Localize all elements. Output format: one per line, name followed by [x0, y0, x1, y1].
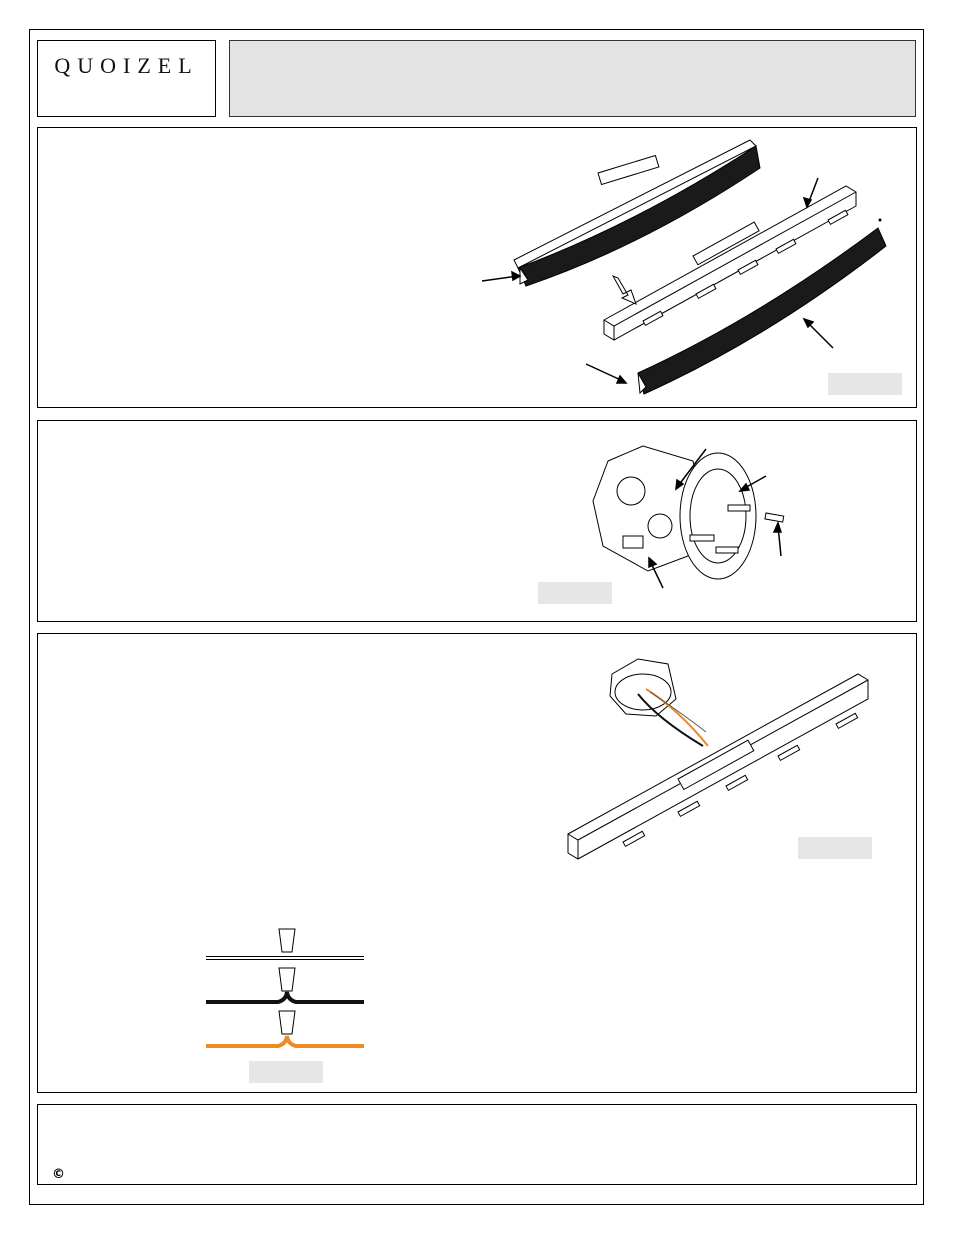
figure-2-illustration	[38, 421, 918, 623]
figure-label-4	[249, 1061, 323, 1083]
header-title-box	[229, 40, 916, 117]
copyright-symbol: ©	[52, 1167, 65, 1182]
step-panel-3	[37, 633, 917, 1093]
step-panel-1	[37, 127, 917, 408]
wire-connection-diagram	[38, 634, 918, 1094]
step-panel-2	[37, 420, 917, 622]
logo-box	[37, 40, 216, 117]
figure-label-2	[538, 582, 612, 604]
neutral-wire-connection	[206, 929, 364, 958]
backplate-bar	[604, 186, 856, 340]
ground-wire-connection	[206, 968, 364, 1002]
footer-panel	[37, 1104, 917, 1185]
brand-logo: QUOIZEL	[54, 53, 199, 78]
figure-1-illustration	[38, 128, 918, 409]
wire-nut-icon	[279, 1011, 295, 1034]
hot-wire-connection	[206, 1011, 364, 1046]
wire-nut-icon	[279, 929, 295, 952]
crossbar-plate	[680, 453, 756, 579]
figure-label-1	[828, 373, 902, 395]
wire-nut-icon	[279, 968, 295, 991]
